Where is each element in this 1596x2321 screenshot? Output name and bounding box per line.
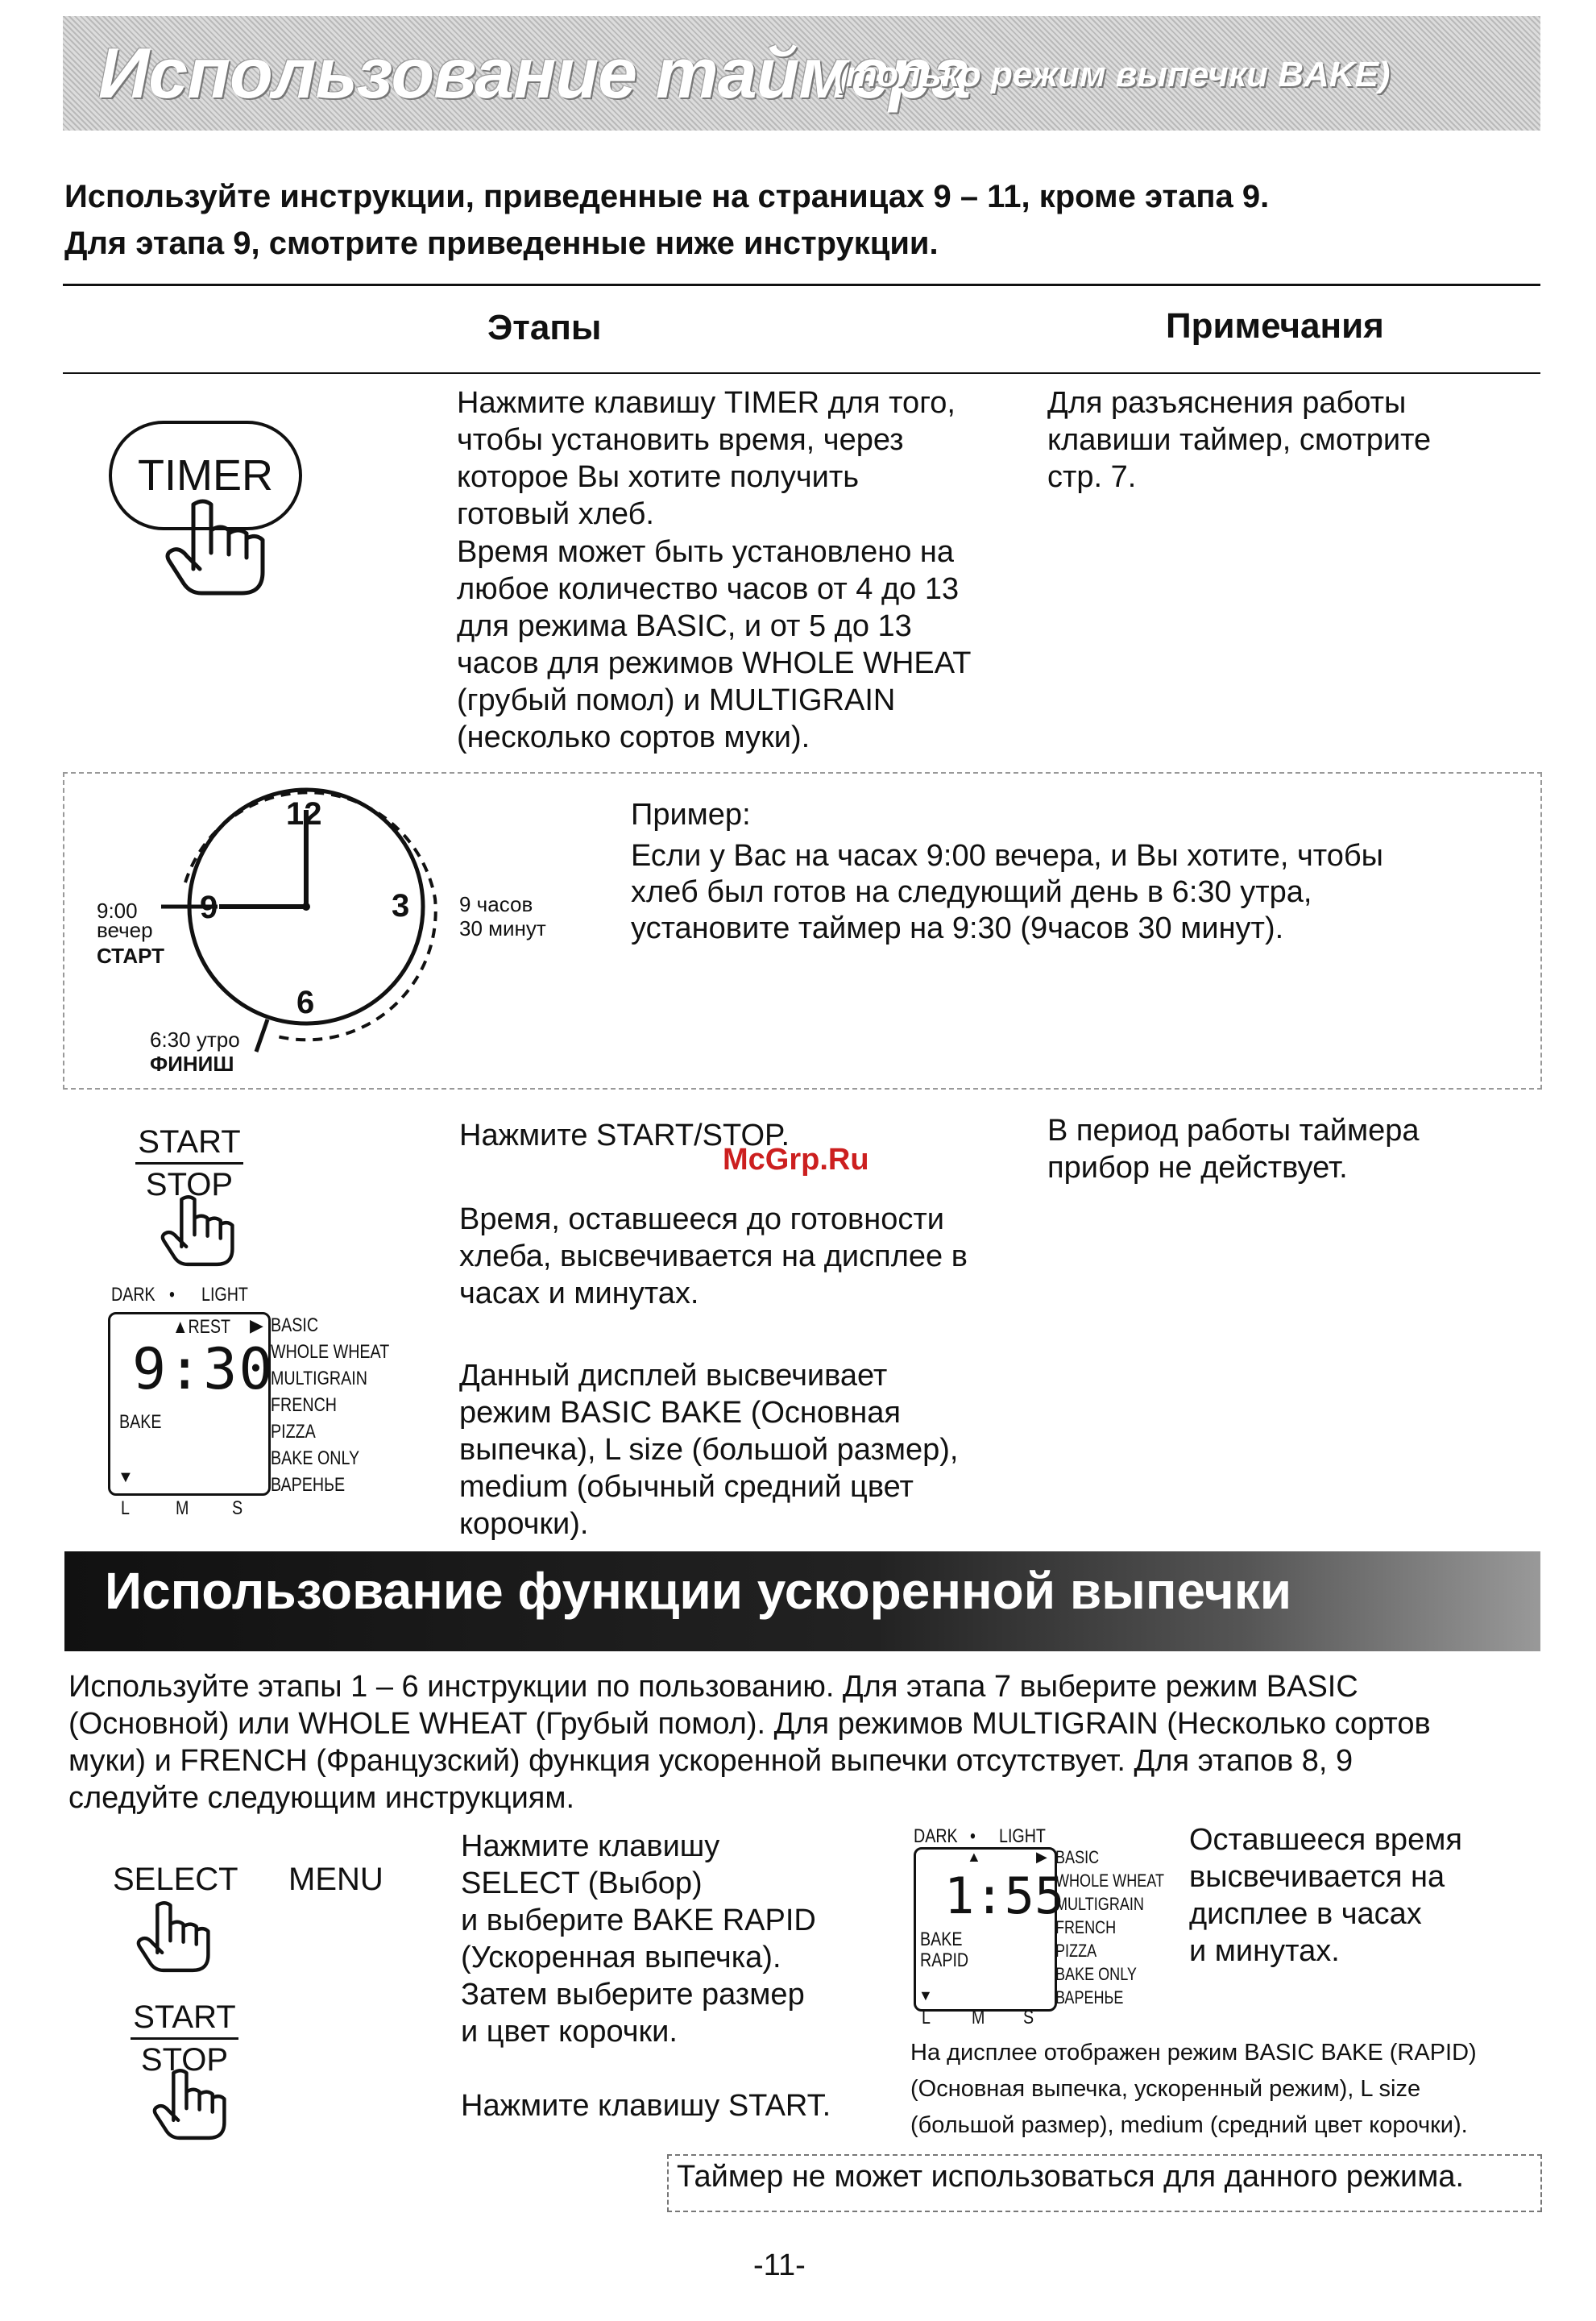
lcd-size-s: S — [1023, 2007, 1034, 2028]
lcd-arrow-right-icon: ▶ — [1036, 1849, 1047, 1865]
lcd-size-l: L — [922, 2007, 931, 2028]
select-key-label: SELECT — [113, 1862, 238, 1897]
column-header-steps: Этапы — [487, 308, 602, 347]
start-label: START — [135, 1122, 243, 1165]
section-title-rapid: Использование функции ускоренной выпечки — [105, 1562, 1292, 1620]
press-hand-icon — [161, 498, 282, 603]
lcd-menu-list — [271, 1312, 416, 1498]
warning-text: Таймер не может использоваться для данного режима. — [677, 2160, 1465, 2194]
clock-number-3: 3 — [392, 888, 410, 924]
intro-line-2: Для этапа 9, смотрите приведенные ниже инструкции. — [64, 226, 939, 261]
lcd-arrow-down-icon: ▼ — [118, 1468, 134, 1486]
lcd-menu-item: BAKE ONLY — [1055, 1964, 1137, 1984]
lcd-menu-item: MULTIGRAIN — [1055, 1894, 1144, 1914]
intro-line-1: Используйте инструкции, приведенные на страницах 9 – 11, кроме этапа 9. — [64, 179, 1270, 214]
start-note: В период работы таймера прибор не действует. — [1047, 1114, 1420, 1185]
lcd-menu-item: ВАРЕНЬЕ — [1055, 1987, 1124, 2008]
lcd-menu-item: WHOLE WHEAT — [1055, 1871, 1164, 1891]
timer-step-text-1: Нажмите клавишу TIMER для того, чтобы установить время, через которое Вы хотите получить готовый хлеб. — [457, 386, 956, 531]
lcd-mode: BAKE — [119, 1411, 162, 1433]
lcd-menu-item: BAKE ONLY — [271, 1447, 360, 1469]
start-label: СТАРТ — [97, 944, 165, 968]
timer-step-text-2: Время может быть установлено на любое количество часов от 4 до 13 для режима BASIC, и от 5 до 13 часов для режимов WHOLE WHEAT (грубый помол) и MULTIGRAIN (несколько сортов муки). — [457, 535, 972, 754]
start-step-text-3: Данный дисплей высвечивает режим BASIC BAKE (Основная выпечка), L size (большой размер), medium (обычный средний цвет корочки). — [459, 1359, 959, 1541]
lcd-menu-item: MULTIGRAIN — [271, 1368, 367, 1389]
lcd-time: 9:30 — [132, 1336, 275, 1402]
section-title-timer: Использование таймера — [98, 33, 971, 113]
press-hand-icon — [158, 1193, 247, 1273]
rapid-step-text-2: Затем выберите размер и цвет корочки. — [461, 1978, 805, 2049]
lcd-menu-item: BASIC — [1055, 1847, 1100, 1867]
lcd-time: 1:55 — [944, 1866, 1065, 1925]
lcd-menu-item: PIZZA — [1055, 1941, 1097, 1961]
lcd-light-label: LIGHT — [999, 1825, 1046, 1847]
start-step-text-1: Нажмите START/STOP. — [459, 1119, 790, 1152]
page-number: -11- — [753, 2248, 806, 2282]
lcd-arrow-up-icon: ▲ — [967, 1849, 981, 1865]
start-label: START — [131, 1997, 238, 2040]
lcd-menu-item: BASIC — [271, 1314, 319, 1336]
lcd-arrow-right-icon: ▶ — [250, 1315, 263, 1335]
rapid-step-text-3: Нажмите клавишу START. — [461, 2089, 831, 2123]
column-header-notes: Примечания — [1166, 306, 1384, 346]
lcd-dot: • — [970, 1825, 976, 1847]
lcd-size-m: M — [176, 1497, 189, 1519]
lcd-mode-rapid: RAPID — [920, 1949, 969, 1971]
lcd-menu-list — [1055, 1846, 1188, 2009]
lcd-arrow-down-icon: ▼ — [918, 1987, 933, 2003]
rapid-intro-text: Используйте этапы 1 – 6 инструкции по пользованию. Для этапа 7 выберите режим BASIC (Основной) или WHOLE WHEAT (Грубый помол). Для режимов MULTIGRAIN (Несколько сортов муки) и FRENCH (Французский) функция ускоренной выпечки отсутствует. Для этапов 8, 9 следуйте следующим инструкциям. — [68, 1670, 1431, 1815]
clock-number-6: 6 — [296, 985, 315, 1020]
lcd-menu-item: FRENCH — [1055, 1917, 1117, 1937]
lcd-size-m: M — [972, 2007, 985, 2028]
lcd-menu-item: WHOLE WHEAT — [271, 1341, 390, 1363]
clock-number-12: 12 — [286, 796, 322, 832]
stop-label: STOP — [140, 2042, 229, 2078]
finish-label: ФИНИШ — [150, 1052, 234, 1076]
rapid-note: Оставшееся время высвечивается на дисплее в часах и минутах. — [1189, 1823, 1462, 1968]
timer-key: TIMER — [109, 421, 302, 530]
start-step-text-2: Время, оставшееся до готовности хлеба, высвечивается на дисплее в часах и минутах. — [459, 1202, 968, 1310]
lcd-light-label: LIGHT — [201, 1284, 248, 1306]
example-text: Если у Вас на часах 9:00 вечера, и Вы хотите, чтобы хлеб был готов на следующий день в 6:30 утра, установите таймер на 9:30 (9часов 30 минут). — [631, 839, 1383, 945]
press-hand-icon — [134, 1899, 222, 1979]
lcd-dark-label: DARK — [111, 1284, 155, 1306]
finish-time: 6:30 утро — [150, 1028, 240, 1052]
menu-key-label: MENU — [288, 1862, 383, 1897]
rapid-step-text-1: Нажмите клавишу SELECT (Выбор) и выберите BAKE RAPID (Ускоренная выпечка). — [461, 1829, 816, 1974]
clock-number-9: 9 — [200, 890, 218, 925]
intro-text — [64, 173, 1269, 267]
example-title: Пример: — [631, 798, 751, 832]
timer-note: Для разъяснения работы клавиши таймер, смотрите стр. 7. — [1047, 386, 1432, 494]
press-hand-icon — [150, 2066, 238, 2147]
lcd-dark-label: DARK — [914, 1825, 958, 1847]
lcd-dot: • — [169, 1284, 175, 1306]
section-subtitle-timer: (только режим выпечки BAKE) — [834, 55, 1391, 94]
lcd-mode-bake: BAKE — [920, 1929, 963, 1950]
start-evening: вечер — [97, 918, 153, 942]
watermark: McGrp.Ru — [723, 1143, 869, 1177]
lcd-size-s: S — [232, 1497, 243, 1519]
lcd-menu-item: PIZZA — [271, 1421, 316, 1443]
divider — [63, 372, 1540, 374]
lcd-size-l: L — [121, 1497, 130, 1519]
start-time: 9:00 — [97, 899, 138, 923]
stop-label: STOP — [145, 1167, 234, 1202]
divider — [63, 284, 1540, 286]
lcd-caption: На дисплее отображен режим BASIC BAKE (RAPID) (Основная выпечка, ускоренный режим), L size (большой размер), medium (средний цвет корочки). — [910, 2040, 1477, 2138]
lcd-menu-item: FRENCH — [271, 1394, 337, 1416]
lcd-menu-item: ВАРЕНЬЕ — [271, 1474, 346, 1496]
duration-minutes: 30 минут — [459, 916, 546, 940]
lcd-rest-indicator: ▲REST — [172, 1316, 230, 1338]
duration-hours: 9 часов — [459, 892, 533, 916]
